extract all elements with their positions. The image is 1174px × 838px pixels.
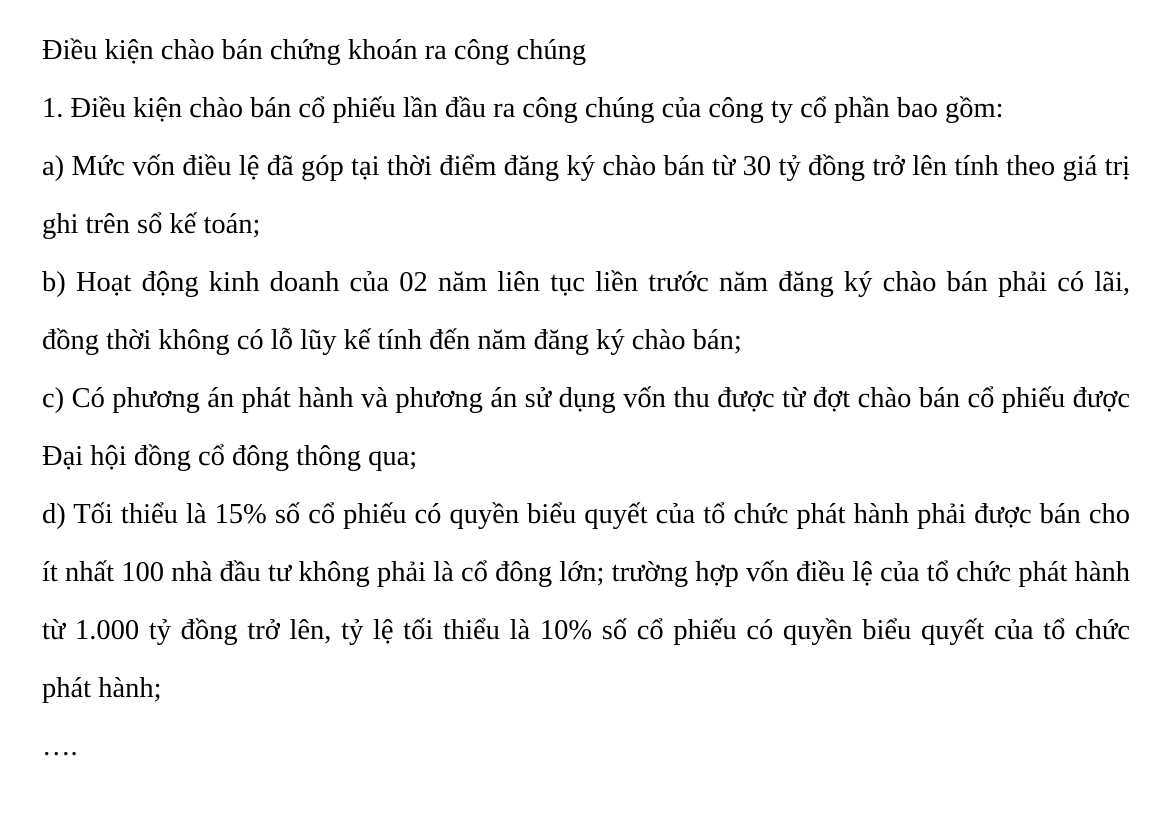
paragraph-item-d: d) Tối thiểu là 15% số cổ phiếu có quyền biểu quyết của tổ chức phát hành phải được bán cho ít nhất 100 nhà đầu tư không phải là cổ đông lớn; trường hợp vốn điều lệ của tổ chức phát hành từ 1.000 tỷ đồng trở lên, tỷ lệ tối thiểu là 10% số cổ phiếu có quyền biểu quyết của tổ chức phát hành; (42, 499, 1130, 704)
paragraph-item-a: a) Mức vốn điều lệ đã góp tại thời điểm đăng ký chào bán từ 30 tỷ đồng trở lên tính theo giá trị ghi trên sổ kế toán; (42, 151, 1130, 240)
paragraph-item-b: b) Hoạt động kinh doanh của 02 năm liên tục liền trước năm đăng ký chào bán phải có lãi, đồng thời không có lỗ lũy kế tính đến năm đăng ký chào bán; (42, 267, 1130, 356)
document-body (42, 22, 1130, 776)
document-title: Điều kiện chào bán chứng khoán ra công chúng (42, 35, 587, 66)
continuation-ellipsis: …. (42, 731, 78, 762)
paragraph-item-c: c) Có phương án phát hành và phương án sử dụng vốn thu được từ đợt chào bán cổ phiếu được Đại hội đồng cổ đông thông qua; (42, 383, 1130, 472)
paragraph-clause-1: 1. Điều kiện chào bán cổ phiếu lần đầu ra công chúng của công ty cổ phần bao gồm: (42, 93, 1004, 124)
